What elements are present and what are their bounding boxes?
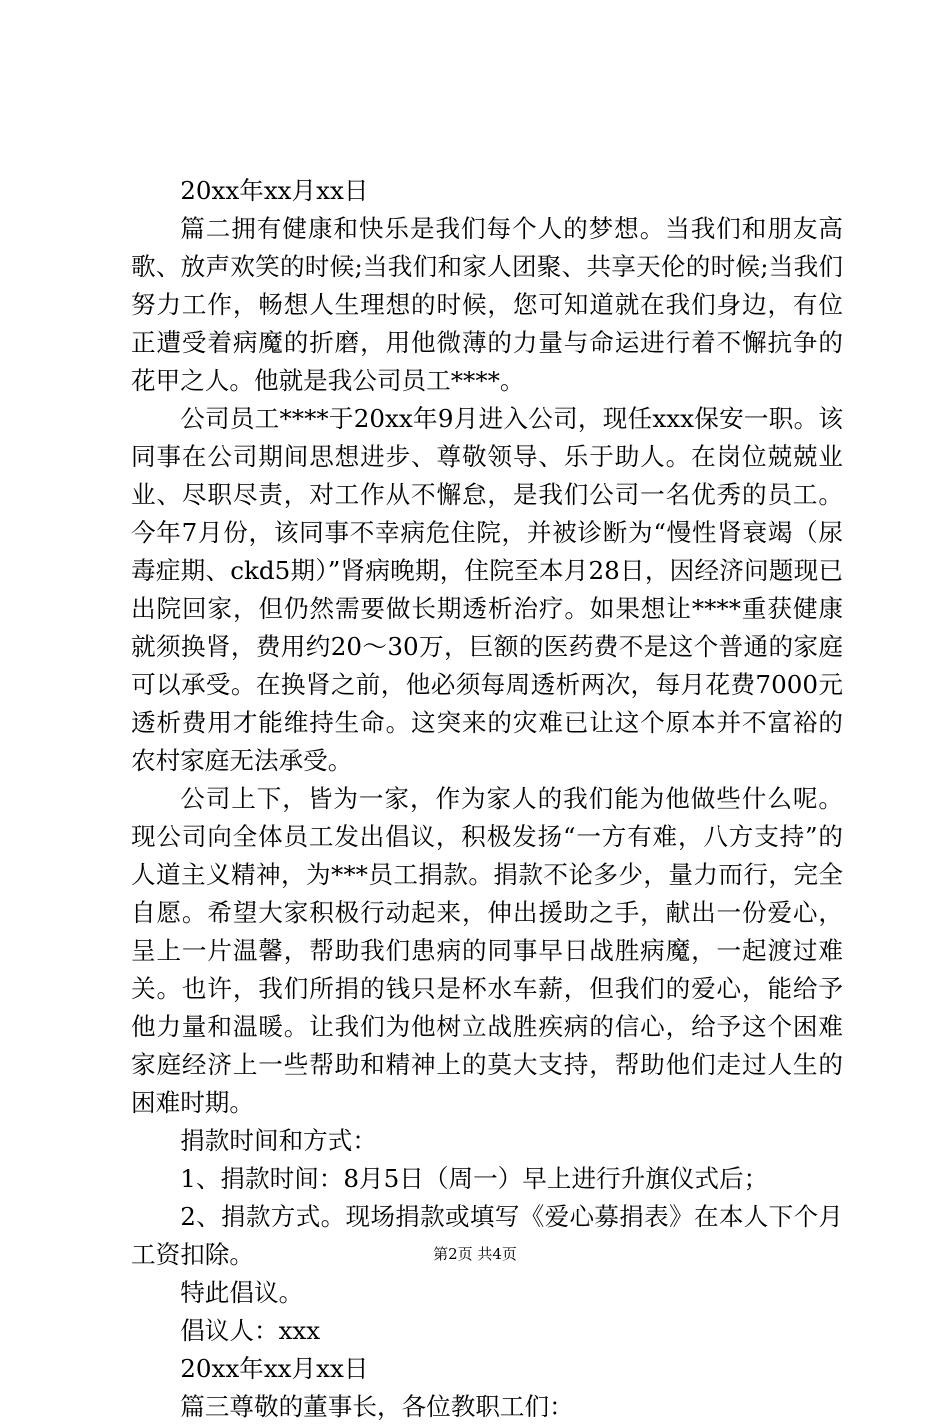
document-body — [131, 172, 843, 1426]
date-line: 20xx年xx月xx日 — [180, 176, 369, 205]
paragraph-section-three: 篇三尊敬的董事长，各位教职工们： — [180, 1392, 574, 1421]
initiator-line: 倡议人：xxx — [180, 1316, 321, 1345]
date-line-2: 20xx年xx月xx日 — [180, 1354, 369, 1383]
paragraph-appeal: 公司上下，皆为一家，作为家人的我们能为他做些什么呢。现公司向全体员工发出倡议，积极发扬“一方有难，八方支持”的人道主义精神，为***员工捐款。捐款不论多少，量力而行，完全自愿。希望大家积极行动起来，伸出援助之手，献出一份爱心，呈上一片温馨，帮助我们患病的同事早日战胜病魔，一起渡过难关。也许，我们所捐的钱只是杯水车薪，但我们的爱心，能给予他力量和温暖。让我们为他树立战胜疾病的信心，给予这个困难家庭经济上一些帮助和精神上的莫大支持，帮助他们走过人生的困难时期。 — [131, 784, 843, 1117]
paragraph-intro: 篇二拥有健康和快乐是我们每个人的梦想。当我们和朋友高歌、放声欢笑的时候;当我们和家人团聚、共享天伦的时候;当我们努力工作，畅想人生理想的时候，您可知道就在我们身边，有位正遭受着病魔的折磨，用他微薄的力量与命运进行着不懈抗争的花甲之人。他就是我公司员工****。 — [131, 214, 843, 395]
page-number-footer: 第2页 共4页 — [433, 1245, 517, 1263]
closing-line: 特此倡议。 — [180, 1278, 304, 1307]
donation-method: 2、捐款方式。现场捐款或填写《爱心募捐表》在本人下个月工资扣除。 — [131, 1202, 843, 1269]
donation-time: 1、捐款时间：8月5日（周一）早上进行升旗仪式后； — [180, 1164, 769, 1193]
donation-heading: 捐款时间和方式： — [180, 1126, 377, 1155]
paragraph-employee-situation: 公司员工****于20xx年9月进入公司，现任xxx保安一职。该同事在公司期间思想进步、尊敬领导、乐于助人。在岗位兢兢业业、尽职尽责，对工作从不懈怠，是我们公司一名优秀的员工。今年7月份，该同事不幸病危住院，并被诊断为“慢性肾衰竭（尿毒症期、ckd5期）”肾病晚期，住院至本月28日，因经济问题现已出院回家，但仍然需要做长期透析治疗。如果想让****重获健康就须换肾，费用约20～30万，巨额的医药费不是这个普通的家庭可以承受。在换肾之前，他必须每周透析两次，每月花费7000元透析费用才能维持生命。这突来的灾难已让这个原本并不富裕的农村家庭无法承受。 — [131, 404, 843, 775]
